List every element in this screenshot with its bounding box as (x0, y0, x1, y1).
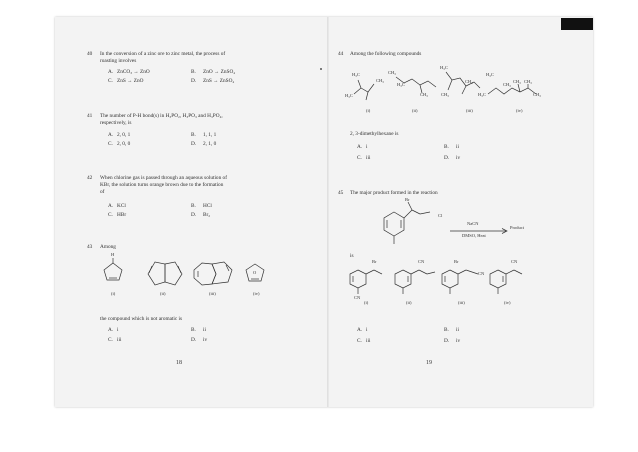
q41-option-c-text[interactable]: 2, 0, 0 (117, 141, 131, 147)
q45-option-c-text[interactable]: iii (366, 338, 371, 344)
q44-group-15: CH₃ (533, 92, 541, 97)
q40-option-b-key[interactable]: B. (191, 69, 196, 75)
q44-group-4: CH₃ (388, 70, 396, 75)
right-page-number: 19 (426, 360, 432, 366)
q44-question: 2, 3-dimethylhexane is (350, 131, 399, 137)
q41-stem-line1: The number of P-H bond(s) in H₃PO₂, H₃PO₃ and H₃PO₄, (100, 113, 223, 119)
q43-option-b-text[interactable]: ii (203, 327, 206, 333)
q40-option-b-text[interactable]: ZnO → ZnSO₄ (203, 69, 236, 75)
q45-product-4 (488, 264, 528, 294)
q43-label-iii: (iii) (209, 291, 216, 296)
q41-option-a-text[interactable]: 2, 0, 1 (117, 132, 131, 138)
q45-reagent-bottom: DMSO, Heat (462, 233, 486, 238)
q44-group-1: H₃C (352, 72, 360, 77)
q45-option-c-key[interactable]: C. (357, 338, 362, 344)
q45-reactant-structure (382, 202, 443, 244)
q42-option-c-key[interactable]: C. (108, 212, 113, 218)
q44-option-a-text[interactable]: i (366, 144, 368, 150)
q44-group-8: CH₃ (465, 79, 473, 84)
q44-group-5: H₃C (397, 82, 405, 87)
q45-product-3 (440, 264, 484, 294)
q44-structure-4 (486, 84, 538, 98)
q45-number: 45 (338, 190, 344, 196)
q45-product-1 (348, 264, 390, 294)
q42-option-b-text[interactable]: HCl (203, 203, 212, 209)
q43-number: 43 (87, 244, 93, 250)
q44-group-6: CH₃ (420, 92, 428, 97)
q40-option-d-key[interactable]: D. (191, 78, 197, 84)
q43-option-c-text[interactable]: iii (117, 337, 122, 343)
q45-label-iii: (iii) (458, 300, 465, 305)
q41-number: 41 (87, 113, 93, 119)
q45-option-a-text[interactable]: i (366, 327, 368, 333)
q45-label-iv: (iv) (504, 300, 511, 305)
q41-option-a-key[interactable]: A. (108, 132, 114, 138)
q44-group-11: CH₃ (503, 82, 511, 87)
q41-option-c-key[interactable]: C. (108, 141, 113, 147)
q40-stem-line2: roasting involves (100, 58, 137, 64)
scan-corner-mark (561, 18, 593, 30)
q45-product-group-3: CN (418, 259, 425, 264)
q40-option-a-text[interactable]: ZnCO₃ → ZnO (117, 69, 150, 75)
q41-option-b-key[interactable]: B. (191, 132, 196, 138)
q45-option-d-text[interactable]: iv (456, 338, 461, 344)
q44-group-10: H₃C (486, 72, 494, 77)
q40-option-d-text[interactable]: ZnS → ZnSO₄ (203, 78, 235, 84)
q44-option-c-key[interactable]: C. (357, 155, 362, 161)
q45-br-label: Br (405, 197, 410, 202)
q43-label-iv: (iv) (253, 291, 260, 296)
q43-label-ii: (ii) (160, 291, 166, 296)
scan-speck (320, 68, 322, 70)
q43-o-label: O (253, 270, 257, 275)
q43-question: the compound which is not aromatic is (100, 316, 183, 322)
q44-group-9: CH₃ (441, 92, 449, 97)
q43-option-a-key[interactable]: A. (108, 327, 114, 333)
q44-label-iii: (iii) (466, 108, 473, 113)
q44-option-b-text[interactable]: ii (456, 144, 459, 150)
q45-product-group-6: CN (511, 259, 518, 264)
q45-stem: The major product formed in the reaction (350, 190, 438, 196)
q43-stem: Among (100, 244, 116, 250)
q40-stem-line1: In the conversion of a zinc ore to zinc metal, the process of (100, 51, 226, 57)
q42-option-b-key[interactable]: B. (191, 203, 196, 209)
q43-label-i: (i) (111, 291, 116, 296)
q42-option-d-key[interactable]: D. (191, 212, 197, 218)
q43-option-a-text[interactable]: i (117, 327, 119, 333)
q45-option-a-key[interactable]: A. (357, 327, 363, 333)
q44-structure-1 (352, 78, 382, 102)
q42-stem-line2: KBr, the solution turns orange brown due to the formation (100, 182, 224, 188)
q43-option-b-key[interactable]: B. (191, 327, 196, 333)
q40-option-c-text[interactable]: ZnS → ZnO (117, 78, 144, 84)
q45-option-b-text[interactable]: ii (456, 327, 459, 333)
q44-group-7: H₃C (440, 65, 448, 70)
q45-label-i: (i) (364, 300, 369, 305)
q45-reagent-top: NaCN (467, 221, 479, 226)
q42-option-a-text[interactable]: KCl (117, 203, 126, 209)
q42-stem-line1: When chlorine gas is passed through an aqueous solution of (100, 175, 227, 181)
q44-option-b-key[interactable]: B. (444, 144, 449, 150)
q44-structure-2 (392, 75, 438, 97)
q45-label-ii: (ii) (406, 300, 412, 305)
q44-option-d-text[interactable]: iv (456, 155, 461, 161)
q45-product-2 (393, 264, 439, 294)
q44-group-13: CH₃ (513, 79, 521, 84)
q45-product-group-2: CN (354, 295, 361, 300)
q44-group-2: CH₃ (376, 78, 384, 83)
q44-label-iv: (iv) (516, 108, 523, 113)
q41-stem-line2: respectively, is (100, 120, 132, 126)
q40-option-a-key[interactable]: A. (108, 69, 114, 75)
q45-is-text: is (350, 253, 354, 259)
q43-option-d-text[interactable]: iv (203, 337, 208, 343)
q45-option-d-key[interactable]: D. (444, 338, 450, 344)
q41-option-d-text[interactable]: 2, 1, 0 (203, 141, 217, 147)
q42-option-d-text[interactable]: Br₂ (203, 212, 211, 218)
q45-product-group-1: Br (372, 259, 377, 264)
q44-group-14: CH₃ (524, 79, 532, 84)
q42-number: 42 (87, 175, 93, 181)
q40-option-c-key[interactable]: C. (108, 78, 113, 84)
page-gutter (327, 17, 329, 407)
q40-number: 40 (87, 51, 93, 57)
q45-product-group-4: Br (454, 259, 459, 264)
q42-option-c-text[interactable]: HBr (117, 212, 127, 218)
q41-option-d-key[interactable]: D. (191, 141, 197, 147)
q44-option-d-key[interactable]: D. (444, 155, 450, 161)
q45-cl-label: Cl (438, 213, 443, 218)
q44-group-3: H₃C (345, 93, 353, 98)
q44-number: 44 (338, 51, 344, 57)
q43-option-d-key[interactable]: D. (191, 337, 197, 343)
q42-stem-line3: of (100, 189, 105, 195)
q44-option-a-key[interactable]: A. (357, 144, 363, 150)
q44-option-c-text[interactable]: iii (366, 155, 371, 161)
q43-h-label: H (111, 252, 115, 257)
q44-stem: Among the following compounds (350, 51, 422, 57)
q45-product-group-5: CN (478, 271, 485, 276)
q44-label-i: (i) (366, 108, 371, 113)
q45-option-b-key[interactable]: B. (444, 327, 449, 333)
q43-structure-1 (100, 258, 126, 284)
q41-option-b-text[interactable]: 1, 1, 1 (203, 132, 217, 138)
q45-product-label: Product (510, 225, 524, 230)
q43-structure-3 (190, 260, 238, 288)
q42-option-a-key[interactable]: A. (108, 203, 114, 209)
left-page-number: 18 (176, 360, 182, 366)
q44-group-12: H₃C (478, 92, 486, 97)
q43-option-c-key[interactable]: C. (108, 337, 113, 343)
q43-structure-2 (145, 262, 185, 286)
q44-label-ii: (ii) (412, 108, 418, 113)
